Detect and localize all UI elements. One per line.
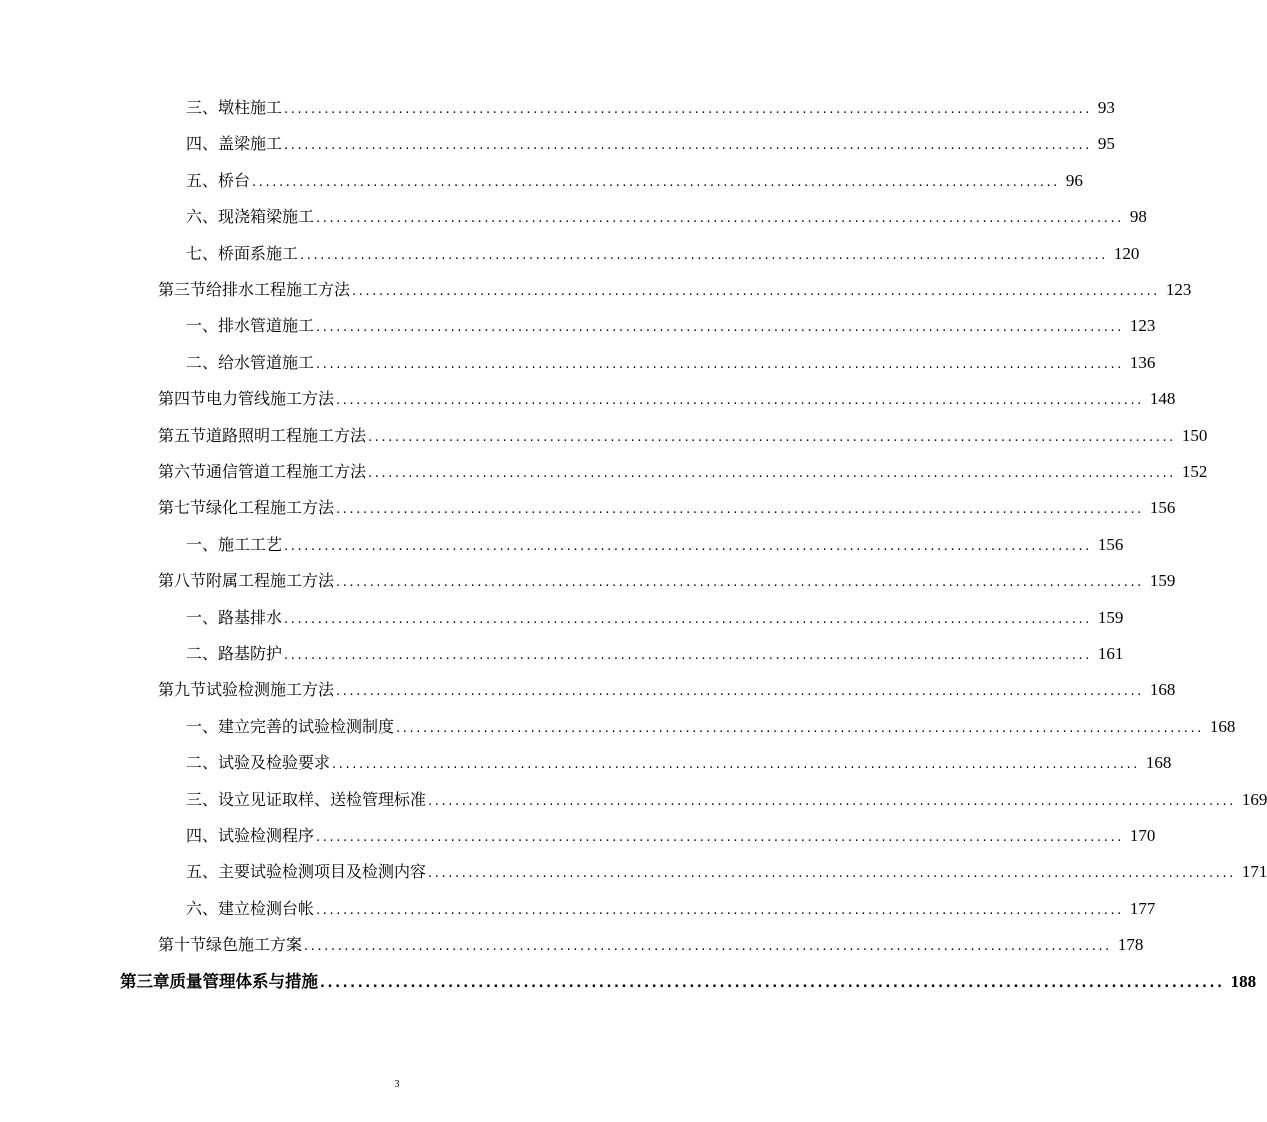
toc-entry[interactable] xyxy=(186,709,1236,745)
toc-entry[interactable] xyxy=(158,454,1208,490)
toc-entry-title: 试验及检验要求 xyxy=(218,753,331,773)
toc-entry[interactable] xyxy=(158,672,1176,708)
toc-entry[interactable] xyxy=(186,891,1156,927)
toc-entry-number: 第五节 xyxy=(158,425,207,445)
toc-dot-leader: ........................................................................................................................ xyxy=(316,902,1124,918)
toc-dot-leader: ........................................................................................................................ xyxy=(316,830,1124,845)
toc-entry-title: 建立完善的试验检测制度 xyxy=(218,716,395,736)
toc-entry[interactable] xyxy=(186,90,1115,126)
toc-entry-page: 169 xyxy=(1241,789,1267,809)
toc-entry-number: 第七节 xyxy=(158,498,207,518)
toc-entry-number: 第六节 xyxy=(158,462,207,481)
toc-entry-page: 123 xyxy=(1129,316,1156,336)
toc-entry-page: 95 xyxy=(1097,134,1115,154)
toc-dot-leader: ........................................................................................................................ xyxy=(252,174,1060,190)
toc-entry[interactable] xyxy=(158,381,1176,417)
toc-entry-title: 给水管道施工 xyxy=(218,352,315,372)
toc-entry-page: 148 xyxy=(1149,389,1176,409)
toc-entry[interactable] xyxy=(186,345,1156,381)
toc-entry-number: 二、 xyxy=(186,753,219,773)
toc-entry-number: 五、 xyxy=(186,862,219,882)
toc-dot-leader: ........................................................................................................................ xyxy=(284,102,1092,117)
toc-dot-leader: ........................................................................................................................ xyxy=(368,429,1176,445)
toc-entry-page: 168 xyxy=(1145,753,1172,773)
toc-entry-title: 主要试验检测项目及检测内容 xyxy=(218,862,427,882)
toc-entry[interactable] xyxy=(186,126,1115,162)
toc-dot-leader: ........................................................................................................................ xyxy=(320,975,1225,991)
toc-entry-page: 96 xyxy=(1065,170,1083,190)
toc-entry-page: 159 xyxy=(1097,607,1124,627)
toc-entry[interactable] xyxy=(158,418,1208,454)
toc-entry[interactable] xyxy=(158,272,1192,308)
toc-dot-leader: ........................................................................................................................ xyxy=(284,138,1092,154)
toc-entry-title: 质量管理体系与措施 xyxy=(169,971,318,991)
toc-dot-leader: ........................................................................................................................ xyxy=(300,247,1108,263)
toc-entry-page: 188 xyxy=(1230,971,1257,991)
toc-entry-page: 120 xyxy=(1113,243,1140,263)
toc-entry-title: 桥面系施工 xyxy=(218,243,299,263)
toc-entry-title: 桥台 xyxy=(218,170,251,190)
toc-entry-number: 二、 xyxy=(186,352,219,372)
toc-entry-page: 161 xyxy=(1097,644,1124,663)
toc-entry-number: 四、 xyxy=(186,134,219,154)
toc-dot-leader: ........................................................................................................................ xyxy=(396,720,1204,736)
toc-entry-page: 152 xyxy=(1181,462,1208,481)
toc-entry-page: 170 xyxy=(1129,826,1156,845)
toc-entry[interactable] xyxy=(186,600,1124,636)
toc-entry-title: 试验检测施工方法 xyxy=(206,680,335,700)
toc-entry-page: 177 xyxy=(1129,898,1156,918)
toc-entry[interactable] xyxy=(186,745,1172,781)
toc-entry-page: 168 xyxy=(1209,716,1236,736)
toc-entry-number: 第八节 xyxy=(158,571,207,591)
toc-entry[interactable] xyxy=(186,782,1267,818)
toc-entry-title: 现浇箱梁施工 xyxy=(218,207,315,227)
toc-entry-number: 七、 xyxy=(186,243,219,263)
toc-dot-leader: ........................................................................................................................ xyxy=(336,575,1144,591)
toc-dot-leader: ........................................................................................................................ xyxy=(284,611,1092,627)
toc-dot-leader: ........................................................................................................................ xyxy=(284,538,1092,554)
toc-entry-number: 五、 xyxy=(186,170,219,190)
toc-entry[interactable] xyxy=(186,527,1124,563)
toc-entry-page: 98 xyxy=(1129,207,1147,227)
toc-dot-leader: ........................................................................................................................ xyxy=(316,356,1124,372)
toc-entry-title: 墩柱施工 xyxy=(218,98,283,117)
toc-entry-number: 第九节 xyxy=(158,680,207,700)
toc-entry-page: 168 xyxy=(1149,680,1176,700)
toc-entry-page: 156 xyxy=(1097,534,1124,554)
toc-entry[interactable] xyxy=(186,854,1267,890)
toc-entry-number: 六、 xyxy=(186,207,219,227)
toc-entry-page: 156 xyxy=(1149,498,1176,518)
toc-entry[interactable] xyxy=(186,163,1083,199)
toc-entry-title: 施工工艺 xyxy=(218,534,283,554)
toc-entry[interactable] xyxy=(158,927,1144,963)
toc-entry-title: 盖梁施工 xyxy=(218,134,283,154)
toc-entry-title: 绿化工程施工方法 xyxy=(206,498,335,518)
toc-entry-title: 设立见证取样、送检管理标准 xyxy=(218,789,427,809)
toc-entry-number: 一、 xyxy=(186,316,219,336)
toc-entry[interactable] xyxy=(158,563,1176,599)
toc-entry-title: 绿色施工方案 xyxy=(206,935,303,955)
toc-entry-number: 三、 xyxy=(186,98,219,117)
toc-entry-title: 附属工程施工方法 xyxy=(206,571,335,591)
toc-entry-number: 第十节 xyxy=(158,935,207,955)
toc-entry[interactable] xyxy=(186,636,1124,672)
toc-entry[interactable] xyxy=(186,308,1156,344)
toc-entry-number: 一、 xyxy=(186,534,219,554)
toc-entry[interactable] xyxy=(186,818,1156,854)
toc-entry[interactable] xyxy=(186,199,1147,235)
toc-entry-number: 四、 xyxy=(186,826,219,845)
toc-entry-number: 六、 xyxy=(186,898,219,918)
toc-dot-leader: ........................................................................................................................ xyxy=(336,684,1144,700)
toc-dot-leader: ........................................................................................................................ xyxy=(332,757,1140,773)
toc-entry-page: 93 xyxy=(1097,98,1115,117)
toc-entry-number: 第三节 xyxy=(158,280,207,299)
toc-dot-leader: ........................................................................................................................ xyxy=(316,320,1124,336)
toc-entry-title: 排水管道施工 xyxy=(218,316,315,336)
toc-entry-page: 159 xyxy=(1149,571,1176,591)
toc-dot-leader: ........................................................................................................................ xyxy=(352,284,1160,299)
toc-entry-title: 建立检测台帐 xyxy=(218,898,315,918)
toc-entry[interactable] xyxy=(120,964,1257,1000)
toc-entry-number: 一、 xyxy=(186,607,219,627)
toc-entry-number: 三、 xyxy=(186,789,219,809)
page-number: 3 xyxy=(394,1079,400,1090)
toc-dot-leader: ........................................................................................................................ xyxy=(368,466,1176,481)
toc-entry-title: 电力管线施工方法 xyxy=(206,389,335,409)
toc-entry-number: 一、 xyxy=(186,716,219,736)
toc-entry-title: 路基排水 xyxy=(218,607,283,627)
toc-entry-title: 通信管道工程施工方法 xyxy=(206,462,367,481)
toc-entry-page: 171 xyxy=(1241,862,1267,882)
toc-dot-leader: ........................................................................................................................ xyxy=(316,211,1124,227)
toc-entry-page: 123 xyxy=(1165,280,1192,299)
toc-entry-title: 道路照明工程施工方法 xyxy=(206,425,367,445)
toc-entry-page: 136 xyxy=(1129,352,1156,372)
toc-entry-page: 178 xyxy=(1117,935,1144,955)
toc-dot-leader: ........................................................................................................................ xyxy=(336,502,1144,518)
toc-entry-number: 第三章 xyxy=(120,971,170,991)
toc-entry[interactable] xyxy=(186,236,1140,272)
toc-entry-title: 试验检测程序 xyxy=(218,826,315,845)
toc-dot-leader: ........................................................................................................................ xyxy=(428,793,1236,809)
toc-entry[interactable] xyxy=(158,490,1176,526)
toc-dot-leader: ........................................................................................................................ xyxy=(336,393,1144,409)
toc-entry-page: 150 xyxy=(1181,425,1208,445)
toc-entry-title: 路基防护 xyxy=(218,644,283,663)
toc-entry-number: 二、 xyxy=(186,644,219,663)
toc-entry-title: 给排水工程施工方法 xyxy=(206,280,351,299)
toc-dot-leader: ........................................................................................................................ xyxy=(428,866,1236,882)
toc-dot-leader: ........................................................................................................................ xyxy=(284,648,1092,663)
toc-entry-number: 第四节 xyxy=(158,389,207,409)
toc-dot-leader: ........................................................................................................................ xyxy=(304,939,1112,955)
